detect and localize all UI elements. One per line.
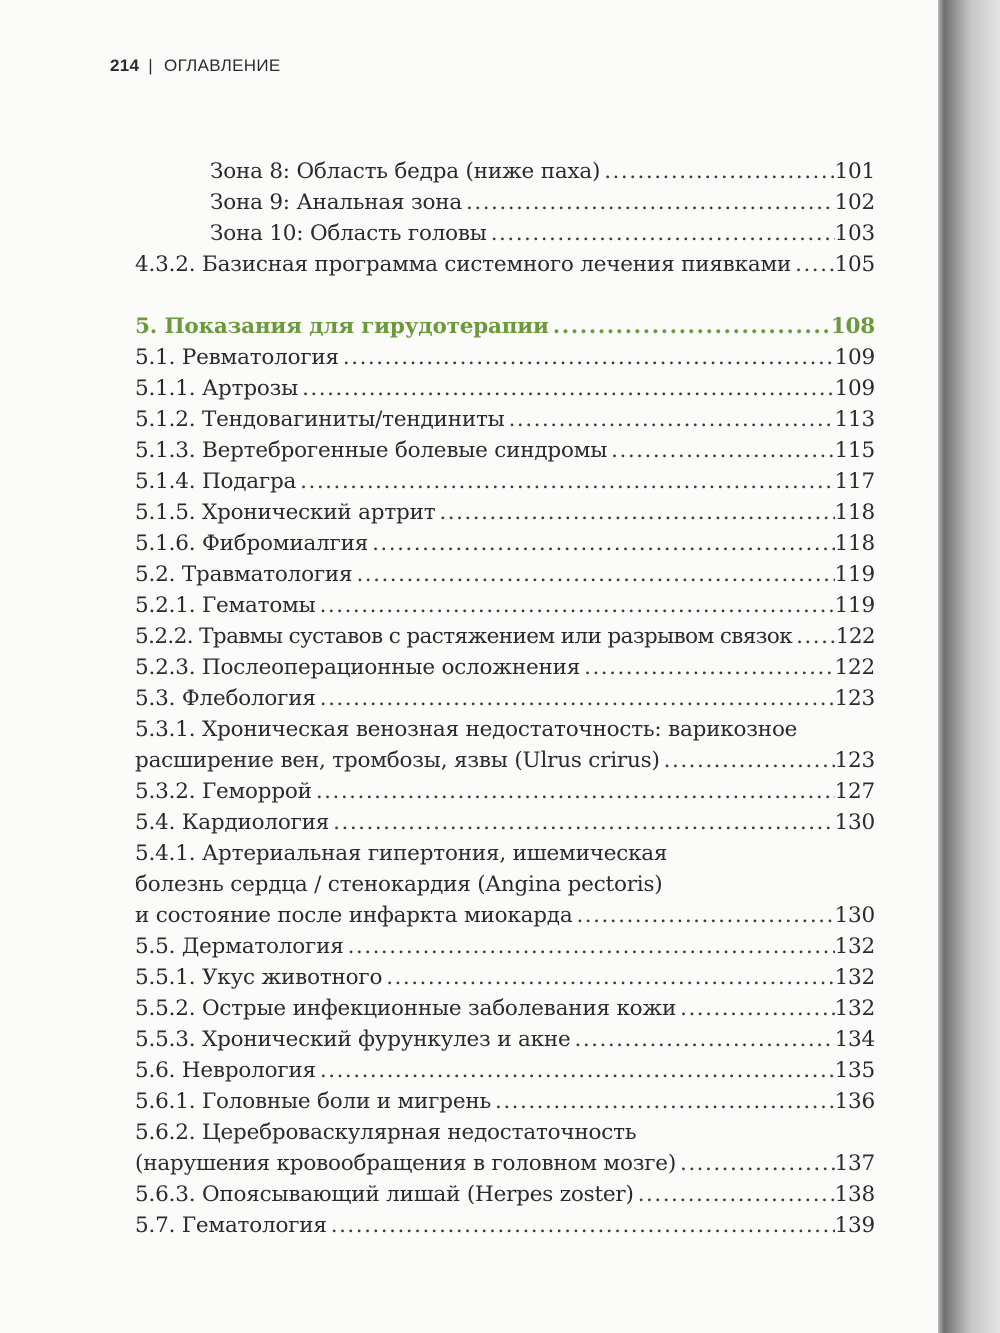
dot-leader — [676, 1148, 835, 1179]
toc-entry-page: 132 — [834, 934, 875, 959]
book-spine-shadow — [938, 0, 1000, 1333]
toc-entry-page: 127 — [834, 779, 875, 804]
toc-entry-5-2-3[interactable] — [135, 652, 875, 683]
toc-entry-5-4[interactable] — [135, 807, 875, 838]
toc-entry-title: Зона 10: Область головы — [210, 221, 487, 246]
toc-entry-title: Зона 9: Анальная зона — [210, 190, 463, 215]
toc-entry-page: 137 — [834, 1151, 875, 1176]
toc-entry-5-1-3[interactable] — [135, 435, 875, 466]
dot-leader — [491, 1086, 835, 1117]
toc-entry-title: 5.1.1. Артрозы — [135, 376, 299, 401]
dot-leader — [316, 1055, 835, 1086]
toc-entry-zone-9[interactable] — [210, 187, 875, 218]
toc-entry-5-4-1-line-2[interactable] — [135, 869, 875, 900]
toc-entry-title: 5.2.3. Послеоперационные осложнения — [135, 655, 581, 680]
toc-entry-5-1[interactable] — [135, 342, 875, 373]
toc-entry-title: 5.5.3. Хронический фурункулез и акне — [135, 1027, 571, 1052]
toc-entry-page: 113 — [834, 407, 875, 432]
dot-leader — [368, 528, 834, 559]
toc-entry-5-6-1[interactable] — [135, 1086, 875, 1117]
toc-entry-5-3-1-line-1[interactable] — [135, 714, 875, 745]
toc-entry-5-3-2[interactable] — [135, 776, 875, 807]
toc-entry-page: 103 — [834, 221, 875, 246]
dot-leader — [316, 590, 835, 621]
toc-entry-zone-8[interactable] — [210, 156, 875, 187]
dot-leader — [634, 1179, 835, 1210]
dot-leader — [329, 807, 834, 838]
dot-leader — [316, 683, 835, 714]
toc-entry-title: расширение вен, тромбозы, язвы (Ulrus crirus) — [135, 748, 660, 773]
toc-entry-page: 118 — [834, 531, 875, 556]
toc-entry-5-1-2[interactable] — [135, 404, 875, 435]
toc-entry-zone-10[interactable] — [210, 218, 875, 249]
toc-entry-5-4-1-line-1[interactable] — [135, 838, 875, 869]
toc-entry-page: 123 — [834, 686, 875, 711]
toc-entry-page: 105 — [834, 252, 875, 277]
toc-entry-title-line: 5.6.2. Цереброваскулярная недостаточность — [135, 1120, 637, 1145]
toc-entry-title-line: 5.4.1. Артериальная гипертония, ишемическая — [135, 841, 668, 866]
toc-entry-title: 5.3. Флебология — [135, 686, 316, 711]
toc-entry-title: 5.6.3. Опоясывающий лишай (Herpes zoster) — [135, 1182, 634, 1207]
toc-entry-title: 5.3.2. Геморрой — [135, 779, 312, 804]
toc-entry-title: 5.2. Травматология — [135, 562, 353, 587]
dot-leader — [462, 187, 835, 218]
toc-entry-title: 5.2.1. Гематомы — [135, 593, 316, 618]
header-separator: | — [148, 56, 154, 75]
dot-leader — [791, 249, 834, 280]
toc-entry-page: 130 — [834, 810, 875, 835]
toc-entry-title: 5.1.4. Подагра — [135, 469, 297, 494]
toc-entry-title: 5.6.1. Головные боли и мигрень — [135, 1089, 491, 1114]
dot-leader — [298, 373, 835, 404]
toc-entry-title: 5.1. Ревматология — [135, 345, 339, 370]
header-page-number: 214 — [110, 56, 140, 75]
dot-leader — [487, 218, 835, 249]
toc-entry-4-3-2[interactable] — [135, 249, 875, 280]
toc-entry-title: 5.1.6. Фибромиалгия — [135, 531, 369, 556]
toc-entry-title: 5.6. Неврология — [135, 1058, 316, 1083]
toc-entry-page: 119 — [834, 593, 875, 618]
toc-entry-5-5[interactable] — [135, 931, 875, 962]
dot-leader — [327, 1210, 835, 1241]
dot-leader — [352, 559, 834, 590]
toc-entry-title: 5.7. Гематология — [135, 1213, 327, 1238]
dot-leader — [660, 745, 835, 776]
toc-chapter-title: 5. Показания для гирудотерапии — [135, 314, 549, 339]
toc-entry-page: 118 — [834, 500, 875, 525]
dot-leader — [580, 652, 834, 683]
dot-leader — [339, 342, 835, 373]
toc-entry-5-6-3[interactable] — [135, 1179, 875, 1210]
dot-leader — [570, 1024, 834, 1055]
toc-entry-page: 136 — [834, 1089, 875, 1114]
header-section-title: ОГЛАВЛЕНИЕ — [164, 56, 281, 75]
toc-entry-title: 5.5.2. Острые инфекционные заболевания кожи — [135, 996, 677, 1021]
toc-entry-5-7[interactable] — [135, 1210, 875, 1241]
toc-entry-title: 5.4. Кардиология — [135, 810, 330, 835]
toc-entry-title-line: болезнь сердца / стенокардия (Angina pectoris) — [135, 872, 663, 897]
toc-entry-5-5-3[interactable] — [135, 1024, 875, 1055]
toc-entry-page: 122 — [835, 624, 875, 649]
toc-entry-page: 123 — [834, 748, 875, 773]
toc-entry-5-6-2[interactable] — [135, 1148, 875, 1179]
dot-leader — [505, 404, 835, 435]
toc-entry-page: 109 — [834, 376, 875, 401]
toc-entry-5-1-6[interactable] — [135, 528, 875, 559]
toc-chapter-page: 108 — [830, 314, 875, 339]
toc-entry-5-5-2[interactable] — [135, 993, 875, 1024]
toc-entry-page: 132 — [834, 965, 875, 990]
toc-entry-5-1-4[interactable] — [135, 466, 875, 497]
dot-leader — [600, 156, 834, 187]
toc-entry-page: 122 — [834, 655, 875, 680]
dot-leader — [549, 311, 831, 342]
toc-entry-page: 130 — [834, 903, 875, 928]
toc-entry-title: 5.1.3. Вертеброгенные болевые синдромы — [135, 438, 608, 463]
dot-leader — [382, 962, 834, 993]
toc-entry-title-line: 5.3.1. Хроническая венозная недостаточность: варикозное — [135, 717, 798, 742]
dot-leader — [607, 435, 834, 466]
dot-leader — [296, 466, 834, 497]
toc-entry-5-6-2-line-1[interactable] — [135, 1117, 875, 1148]
toc-entry-title: 5.5. Дерматология — [135, 934, 344, 959]
toc-entry-title: 4.3.2. Базисная программа системного лечения пиявками — [135, 252, 792, 277]
toc-entry-title: Зона 8: Область бедра (ниже паха) — [210, 159, 601, 184]
toc-entry-page: 117 — [834, 469, 875, 494]
toc-entry-page: 119 — [834, 562, 875, 587]
toc-entry-page: 132 — [834, 996, 875, 1021]
toc-entry-page: 102 — [834, 190, 875, 215]
toc-entry-5-2[interactable] — [135, 559, 875, 590]
toc-entry-page: 139 — [834, 1213, 875, 1238]
toc-entry-5-4-1[interactable] — [135, 900, 875, 931]
toc-entry-title: 5.2.2. Травмы суставов с растяжением или разрывом связок — [135, 624, 793, 649]
toc-entry-page: 109 — [834, 345, 875, 370]
toc-entry-title: (нарушения кровообращения в головном мозге) — [135, 1151, 677, 1176]
toc-entry-5-2-1[interactable] — [135, 590, 875, 621]
toc-entry-5-2-2[interactable] — [135, 621, 875, 652]
toc-entry-page: 115 — [834, 438, 875, 463]
toc-entry-5-3[interactable] — [135, 683, 875, 714]
toc-entry-5-1-1[interactable] — [135, 373, 875, 404]
toc-entry-5-1-5[interactable] — [135, 497, 875, 528]
toc-entry-title: 5.1.2. Тендовагиниты/тендиниты — [135, 407, 505, 432]
dot-leader — [572, 900, 834, 931]
toc-entry-title: 5.5.1. Укус животного — [135, 965, 383, 990]
toc-entry-title: 5.1.5. Хронический артрит — [135, 500, 436, 525]
toc-entry-page: 134 — [834, 1027, 875, 1052]
toc-entry-5-3-1[interactable] — [135, 745, 875, 776]
toc-entry-page: 135 — [834, 1058, 875, 1083]
dot-leader — [792, 621, 836, 652]
dot-leader — [312, 776, 835, 807]
toc-entry-5-6[interactable] — [135, 1055, 875, 1086]
dot-leader — [344, 931, 835, 962]
toc-entry-page: 138 — [834, 1182, 875, 1207]
dot-leader — [435, 497, 834, 528]
toc-chapter-5[interactable] — [135, 311, 875, 342]
toc-entry-title: и состояние после инфаркта миокарда — [135, 903, 573, 928]
toc-entry-5-5-1[interactable] — [135, 962, 875, 993]
toc-entry-page: 101 — [834, 159, 875, 184]
dot-leader — [676, 993, 834, 1024]
